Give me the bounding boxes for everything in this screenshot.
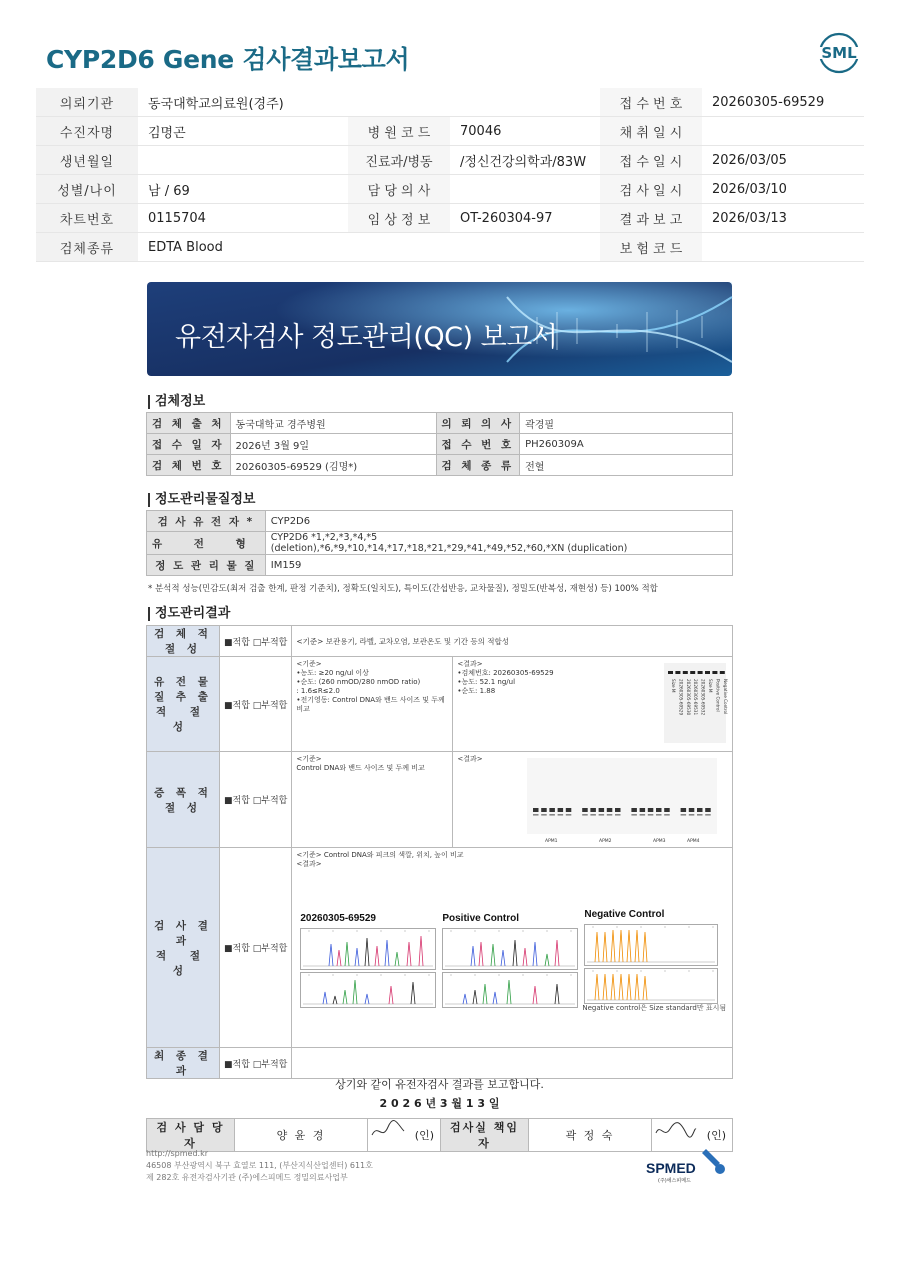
gel-band: [550, 808, 556, 812]
tester-label: 검 사 담 당 자: [147, 1119, 235, 1152]
gel-panel-label: APM2: [599, 839, 612, 844]
banner-title: 유전자검사 정도관리(QC) 보고서: [175, 322, 558, 353]
peak: [353, 980, 357, 1004]
footer-url: http://spmed.kr: [146, 1149, 209, 1158]
gel-band: [583, 808, 589, 812]
gel-band: [591, 808, 597, 812]
footer: [146, 1148, 373, 1184]
gel-band: [705, 671, 710, 674]
criteria-line: •순도: (260 nmOD/280 nmOD ratio): [296, 678, 421, 686]
peak: [365, 994, 369, 1004]
info-row: [36, 175, 864, 204]
amplification-result: [453, 752, 733, 848]
gel-band: [533, 808, 539, 812]
info-value: 20260305-69529: [702, 88, 864, 117]
info-label: [348, 88, 450, 117]
test-result-label: [147, 848, 220, 1048]
electropherogram-positive-2: [442, 972, 578, 1008]
peak: [323, 992, 327, 1004]
specimen-table: [146, 412, 733, 476]
peak: [533, 986, 537, 1004]
genotype-line-1: CYP2D6 *1,*2,*3,*4,*5: [270, 532, 378, 543]
peak: [473, 990, 477, 1004]
gel-lane-label: Size M: [708, 679, 713, 693]
chief-name: 곽 정 숙: [529, 1119, 652, 1152]
criteria-line: <결과>: [457, 660, 483, 668]
gel-band: [665, 814, 671, 816]
specimen-value: 2026년 3월 9일: [230, 434, 436, 455]
gel-band: [698, 671, 703, 674]
electropherogram-sample-1: [300, 928, 436, 970]
peak: [483, 984, 487, 1004]
info-value: [138, 146, 348, 175]
gel-band: [706, 808, 712, 812]
peak: [385, 940, 389, 966]
specimen-value: 전혈: [520, 455, 733, 476]
criteria-line: : 1.6≤R≤2.0: [296, 687, 340, 695]
peak: [343, 990, 347, 1004]
gel-band: [566, 808, 572, 812]
performance-note: * 분석적 성능(민감도(최저 검출 한계, 판정 기준치), 정확도(일치도), 특이도(간섭반응, 교차물질), 정밀도(반복성, 재현성) 등) 100% 적합: [148, 584, 658, 594]
spmed-logo-text: SPMED: [646, 1160, 696, 1176]
gel-band: [607, 814, 613, 816]
amplification-result-label: <결과>: [457, 755, 483, 763]
peak: [545, 954, 549, 966]
material-value: IM159: [265, 555, 732, 576]
final-result-label: 최 종 결 과: [147, 1048, 220, 1079]
specimen-label: 접 수 일 자: [147, 434, 231, 455]
peak: [619, 974, 623, 1000]
info-label: 임 상 정 보: [348, 204, 450, 233]
tester-name: 양 윤 경: [235, 1119, 368, 1152]
final-result-check: ■적합 □부적합: [220, 1048, 292, 1079]
gel-lane-label: Positive Control: [715, 679, 721, 712]
peak: [643, 932, 647, 962]
criteria-line: •농도: 52.1 ng/ul: [457, 678, 516, 686]
info-label: 접 수 번 호: [600, 88, 702, 117]
peak: [329, 944, 333, 966]
info-label: 의뢰기관: [36, 88, 138, 117]
peak: [501, 950, 505, 966]
gel-band: [683, 671, 688, 674]
test-result-label-line-1: 검 사 결 과: [154, 919, 212, 947]
info-label: 수진자명: [36, 117, 138, 146]
gel-lane-label: 20260305-69531: [693, 679, 699, 716]
specimen-value: PH260309A: [520, 434, 733, 455]
gel-band: [615, 814, 621, 816]
info-label: 결 과 보 고: [600, 204, 702, 233]
peak: [491, 944, 495, 966]
gel-band: [681, 808, 687, 812]
specimen-label: 검 체 종 류: [436, 455, 520, 476]
gene-label: 검 사 유 전 자 *: [147, 511, 266, 532]
chief-seal: (인): [706, 1129, 726, 1142]
gene-value: CYP2D6: [265, 511, 732, 532]
footer-registration: 제 282호 유전자검사기관 (주)에스피메드 정밀의료사업부: [146, 1173, 348, 1182]
gel-band: [656, 814, 662, 816]
conclusion-text: 상기와 같이 유전자검사 결과를 보고합니다.: [335, 1078, 544, 1091]
gel-band: [720, 671, 725, 674]
gel-band: [706, 814, 712, 816]
electropherogram-positive-1: [442, 928, 578, 970]
gel-band: [599, 808, 605, 812]
test-result-area: [292, 848, 733, 1048]
peak: [513, 940, 517, 966]
info-value: 김명곤: [138, 117, 348, 146]
gel-lane-label: 20260305-69530: [685, 679, 691, 716]
gel-band: [656, 808, 662, 812]
qc-material-table: [146, 510, 733, 576]
spmed-sub-text: (주)에스피메드: [658, 1178, 691, 1184]
peak: [595, 932, 599, 962]
gel-band: [640, 808, 646, 812]
gel-band: [550, 814, 556, 816]
peak: [611, 930, 615, 962]
peak: [635, 930, 639, 962]
electropherogram-negative-2: [584, 968, 718, 1004]
gel-band: [599, 814, 605, 816]
chart-title-sample: 20260305-69529: [300, 913, 376, 924]
info-label: 채 취 일 시: [600, 117, 702, 146]
info-row: [36, 204, 864, 233]
peak: [611, 974, 615, 1000]
amplification-gel-image: [527, 758, 717, 844]
genotype-label: 유 전 형: [147, 532, 266, 555]
info-value: EDTA Blood: [138, 233, 348, 262]
electropherogram-negative-1: [584, 924, 718, 966]
electropherogram-sample-2: [300, 972, 436, 1008]
peak: [333, 996, 337, 1004]
negative-control-note: Negative control은 Size standard만 표시됨: [582, 1004, 727, 1012]
gel-band: [583, 814, 589, 816]
gel-band: [689, 808, 695, 812]
tester-seal: (인): [414, 1129, 434, 1142]
extraction-label: [147, 657, 220, 752]
specimen-adequacy-label: 검 체 적 절 성: [147, 626, 220, 657]
peak: [555, 984, 559, 1004]
gel-band: [681, 814, 687, 816]
extraction-label-line-1: 유 전 물 질 추 출: [154, 676, 212, 703]
material-label: 정 도 관 리 물 질: [147, 555, 266, 576]
info-value: 0115704: [138, 204, 348, 233]
specimen-criteria: <기준> 보관용기, 라벨, 교차오염, 보관온도 및 기간 등의 적합성: [292, 626, 733, 657]
info-label: 진료과/병동: [348, 146, 450, 175]
footer-address: 46508 부산광역시 북구 효열로 111, (부산지식산업센터) 611호: [146, 1161, 373, 1170]
specimen-label: 검 체 출 처: [147, 413, 231, 434]
peak: [411, 982, 415, 1004]
specimen-adequacy-check: ■적합 □부적합: [220, 626, 292, 657]
extraction-result: [453, 657, 733, 752]
amplification-criteria: [292, 752, 453, 848]
info-label: 보 험 코 드: [600, 233, 702, 262]
specimen-heading: 검체정보: [148, 395, 205, 409]
peak: [595, 974, 599, 1000]
genotype-line-2: (deletion),*6,*9,*10,*14,*17,*18,*21,*29,*41,*49,*52,*60,*XN (duplication): [270, 543, 628, 554]
qc-result-heading: 정도관리결과: [148, 607, 230, 621]
sml-logo-text: SML: [821, 44, 857, 62]
info-row: [36, 233, 864, 262]
info-label: 담 당 의 사: [348, 175, 450, 204]
info-label: 생년월일: [36, 146, 138, 175]
gel-band: [632, 808, 638, 812]
peak: [463, 994, 467, 1004]
info-value: 동국대학교의료원(경주): [138, 88, 348, 117]
patient-info-table: [36, 88, 864, 262]
qc-material-heading: 정도관리물질정보: [148, 493, 255, 507]
gel-band: [712, 671, 717, 674]
criteria-line: •검체번호: 20260305-69529: [457, 669, 554, 677]
specimen-label: 검 체 번 호: [147, 455, 231, 476]
specimen-label: 의 뢰 의 사: [436, 413, 520, 434]
info-label: 검체종류: [36, 233, 138, 262]
info-value: [702, 233, 864, 262]
test-result-criteria: <기준> Control DNA와 피크의 색깔, 위치, 높이 비교: [296, 851, 464, 859]
info-label: [348, 233, 450, 262]
criteria-line: <기준>: [296, 755, 322, 763]
criteria-line: •농도: ≥20 ng/ul 이상: [296, 669, 369, 677]
info-label: 차트번호: [36, 204, 138, 233]
gel-lane-label: Size M: [671, 679, 676, 693]
gel-band: [689, 814, 695, 816]
test-result-check: ■적합 □부적합: [220, 848, 292, 1048]
peak: [619, 930, 623, 962]
info-value: 2026/03/05: [702, 146, 864, 175]
info-value: 70046: [450, 117, 600, 146]
info-value: [450, 233, 600, 262]
info-label: 병 원 코 드: [348, 117, 450, 146]
gel-panel-label: APM3: [653, 839, 666, 844]
chart-title-positive: Positive Control: [442, 913, 520, 924]
gel-band: [542, 808, 548, 812]
peak: [407, 942, 411, 966]
peak: [337, 950, 341, 966]
specimen-value: 20260305-69529 (김명*): [230, 455, 436, 476]
peak: [627, 974, 631, 1000]
extraction-check: ■적합 □부적합: [220, 657, 292, 752]
gel-band: [648, 814, 654, 816]
peak: [507, 980, 511, 1004]
info-row: [36, 117, 864, 146]
sml-logo: [816, 30, 862, 76]
criteria-line: •순도: 1.88: [457, 687, 496, 695]
info-value: 2026/03/13: [702, 204, 864, 233]
qc-result-table: [146, 625, 733, 1079]
spmed-logo: [646, 1145, 730, 1185]
gel-lane-label: 20260305-69529: [678, 679, 684, 716]
test-result-label-line-2: 적 절 성: [156, 949, 210, 977]
peak: [355, 948, 359, 966]
gel-band: [697, 808, 703, 812]
chief-label: 검사실 책임자: [441, 1119, 529, 1152]
peak: [603, 932, 607, 962]
criteria-line: <기준>: [296, 660, 322, 668]
peak: [603, 974, 607, 1000]
info-label: 접 수 일 시: [600, 146, 702, 175]
peak: [471, 946, 475, 966]
info-value: 남 / 69: [138, 175, 348, 204]
gel-band: [648, 808, 654, 812]
gel-band: [665, 808, 671, 812]
info-row: [36, 146, 864, 175]
info-label: 검 사 일 시: [600, 175, 702, 204]
gel-band: [607, 808, 613, 812]
peak: [365, 938, 369, 966]
gel-panel-label: APM1: [545, 839, 558, 844]
info-label: 성별/나이: [36, 175, 138, 204]
gel-band: [640, 814, 646, 816]
peak: [345, 942, 349, 966]
info-value: OT-260304-97: [450, 204, 600, 233]
gel-band: [632, 814, 638, 816]
peak: [389, 986, 393, 1004]
extraction-label-line-2: 적 절 성: [156, 706, 210, 733]
info-value: [450, 175, 600, 204]
gel-lane-label: 20260305-69532: [700, 679, 706, 716]
peak: [493, 992, 497, 1004]
info-value: [450, 88, 600, 117]
peak: [479, 942, 483, 966]
info-value: [702, 117, 864, 146]
specimen-value: 곽경필: [520, 413, 733, 434]
peak: [533, 942, 537, 966]
gel-band: [558, 808, 564, 812]
specimen-value: 동국대학교 경주병원: [230, 413, 436, 434]
extraction-criteria: [292, 657, 453, 752]
gel-band: [533, 814, 539, 816]
chief-signature: [652, 1119, 698, 1141]
gel-band: [591, 814, 597, 816]
criteria-line: Control DNA와 밴드 사이즈 및 두께 비교: [296, 764, 425, 772]
report-title: CYP2D6 Gene 검사결과보고서: [46, 45, 410, 74]
criteria-line: •전기영동: Control DNA와 밴드 사이즈 및 두께 비교: [296, 696, 445, 713]
report-date: 2 0 2 6 년 3 월 1 3 일: [379, 1097, 500, 1110]
peak: [375, 946, 379, 966]
amplification-label: 증 폭 적 절 성: [147, 752, 220, 848]
peak: [395, 952, 399, 966]
gel-panel-label: APM4: [687, 839, 700, 844]
gel-band: [558, 814, 564, 816]
extraction-gel-image: [664, 663, 726, 743]
amplification-check: ■적합 □부적합: [220, 752, 292, 848]
gel-band: [542, 814, 548, 816]
gel-band: [675, 671, 680, 674]
info-value: /정신건강의학과/83W: [450, 146, 600, 175]
peak: [419, 936, 423, 966]
gel-band: [668, 671, 673, 674]
test-result-result-label: <결과>: [296, 860, 322, 868]
peak: [627, 930, 631, 962]
gel-band: [690, 671, 695, 674]
peak: [635, 974, 639, 1000]
info-value: 2026/03/10: [702, 175, 864, 204]
gel-band: [697, 814, 703, 816]
signature-table: [146, 1118, 733, 1152]
gel-lane-label: Negative Control: [722, 679, 728, 715]
gel-band: [615, 808, 621, 812]
chart-title-negative: Negative Control: [584, 909, 665, 920]
info-row: [36, 88, 864, 117]
peak: [523, 948, 527, 966]
gel-band: [566, 814, 572, 816]
peak: [643, 976, 647, 1000]
peak: [555, 940, 559, 966]
specimen-label: 접 수 번 호: [436, 434, 520, 455]
tester-signature: [368, 1119, 408, 1141]
